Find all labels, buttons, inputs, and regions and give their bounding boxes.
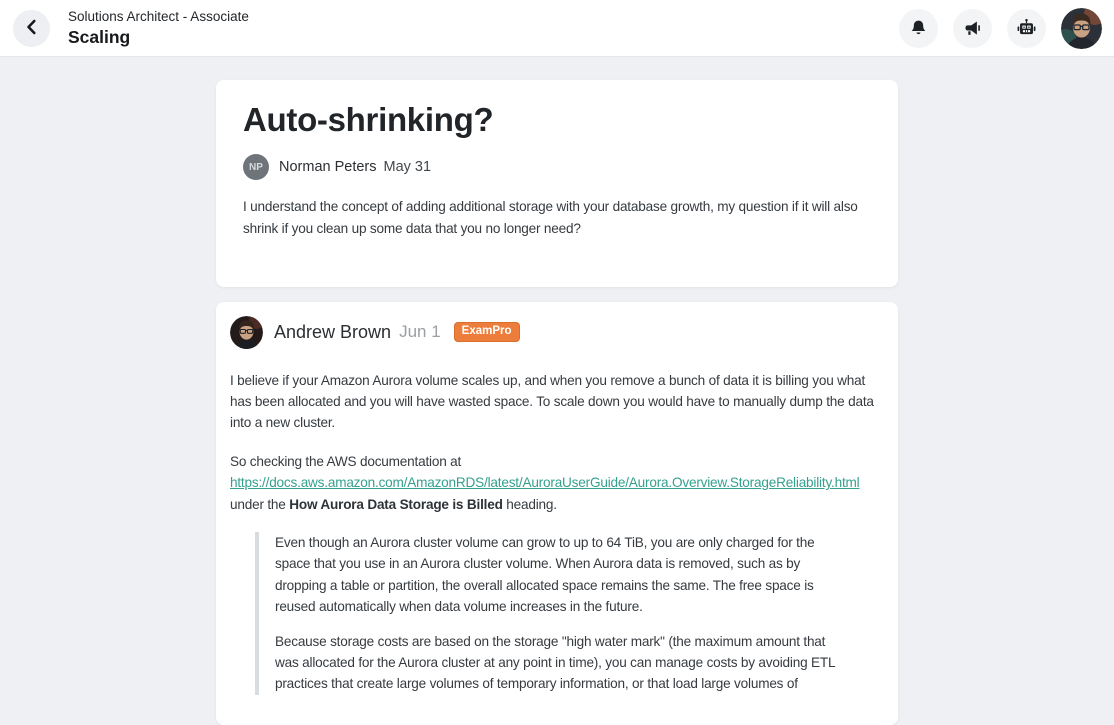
answer-paragraph-1: I believe if your Amazon Aurora volume scales up, and when you remove a bunch of data it is billing you what has been allocated and you will have wasted space. To scale down you would have to manually dump the data into a new cluster. <box>230 372 874 431</box>
topbar-actions <box>899 8 1102 49</box>
answer-author-avatar[interactable] <box>230 316 263 349</box>
question-body: I understand the concept of adding additional storage with your database growth, my question if it will also shrink if you clean up some data that you no longer need? <box>243 199 858 236</box>
course-title: Solutions Architect - Associate <box>68 9 249 25</box>
answer-date: Jun 1 <box>399 322 441 342</box>
doc-suffix-text: heading. <box>502 496 557 512</box>
doc-quote-block <box>255 532 884 695</box>
answer-author-name: Andrew Brown <box>274 321 392 342</box>
user-avatar[interactable] <box>1061 8 1102 49</box>
aws-doc-link[interactable]: https://docs.aws.amazon.com/AmazonRDS/latest/AuroraUserGuide/Aurora.Overview.StorageReliability.html <box>230 475 860 491</box>
answer-paragraph-2 <box>230 451 884 515</box>
author-initials-avatar[interactable]: NP <box>243 154 269 180</box>
answer-author-row <box>230 316 884 349</box>
question-author-row <box>243 154 883 180</box>
answer-card <box>216 302 898 725</box>
doc-under-text: under the <box>230 496 290 512</box>
exampro-badge: ExamPro <box>454 322 520 343</box>
chevron-left-icon <box>21 16 43 41</box>
answer-body <box>230 370 884 695</box>
back-button[interactable] <box>13 10 50 47</box>
notifications-button[interactable] <box>899 9 938 48</box>
doc-intro-text: So checking the AWS documentation at <box>230 453 462 469</box>
topbar <box>0 0 1114 57</box>
megaphone-icon <box>962 18 983 39</box>
robot-icon <box>1016 18 1037 39</box>
post-date: May 31 <box>383 159 432 175</box>
topbar-titles <box>68 9 249 47</box>
bell-icon <box>908 18 929 39</box>
question-title: Auto-shrinking? <box>243 101 494 138</box>
announcements-button[interactable] <box>953 9 992 48</box>
assistant-button[interactable] <box>1007 9 1046 48</box>
question-card <box>216 80 898 287</box>
quote-paragraph-2: Because storage costs are based on the storage "high water mark" (the maximum amount that was allocated for the Aurora cluster at any point in time), you can manage costs by avoiding ETL practices that create large volumes of temporary information, or that load large volumes of <box>275 633 835 692</box>
page-title: Scaling <box>68 26 131 47</box>
thread-content <box>0 57 1114 725</box>
doc-heading-bold: How Aurora Data Storage is Billed <box>289 496 503 512</box>
quote-paragraph-1: Even though an Aurora cluster volume can grow to up to 64 TiB, you are only charged for the space that you use in an Aurora cluster volume. When Aurora data is removed, such as by dropping a table or partition, the overall allocated space remains the same. The free space is reused automatically when data volume increases in the future. <box>275 535 815 615</box>
author-name: Norman Peters <box>279 159 377 175</box>
